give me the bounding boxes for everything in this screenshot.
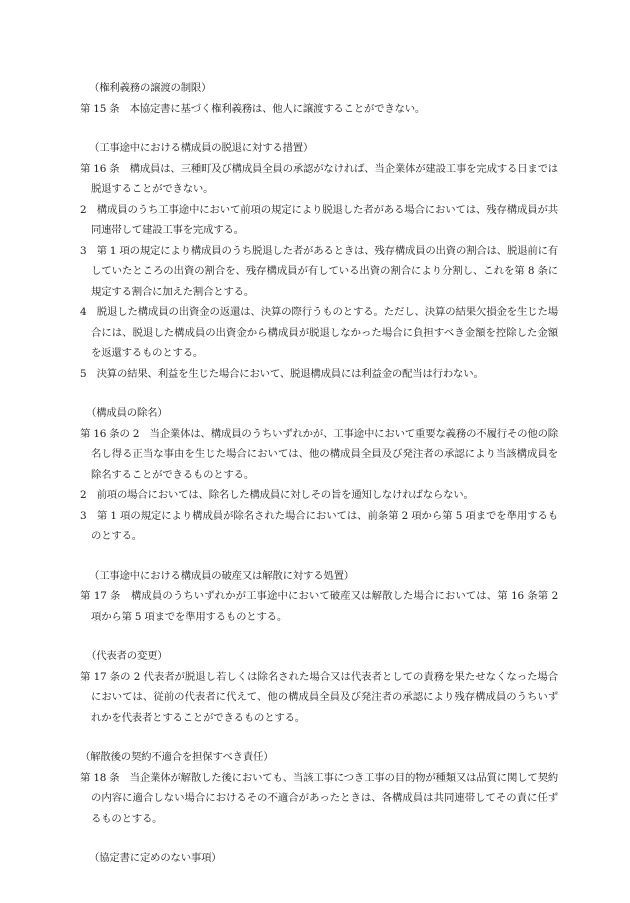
section-heading: （工事途中における構成員の破産又は解散に対する処置） bbox=[89, 569, 354, 582]
article-paragraph: 2 構成員のうち工事途中において前項の規定により脱退した者がある場合においては、残存構成員が共同連帯して建設工事を完成する。 bbox=[80, 203, 558, 236]
article-paragraph: 3 第 1 項の規定により構成員のうち脱退した者があるときは、残存構成員の出資の割合は、脱退前に有していたところの出資の割合を、残存構成員が有している出資の割合により分割し、これを第 8 条に規定する割合に加えた割合とする。 bbox=[80, 244, 558, 298]
article-paragraph: 第 15 条 本協定書に基づく権利義務は、他人に譲渡することができない。 bbox=[80, 102, 426, 115]
section-spacer bbox=[80, 547, 558, 566]
section-spacer bbox=[80, 829, 558, 848]
article-paragraph: 第 18 条 当企業体が解散した後においても、当該工事につき工事の目的物が種類又は品質に関して契約の内容に適合しない場合におけるその不適合があったときは、各構成員は共同連帯してその責に任ずるものとする。 bbox=[80, 771, 558, 825]
section-heading: （工事途中における構成員の脱退に対する措置） bbox=[89, 142, 314, 154]
article-paragraph: 第 17 条 構成員のうちいずれかが工事途中において破産又は解散した場合においては、第 16 条第 2 項から第 5 項までを準用するものとする。 bbox=[80, 590, 558, 623]
section-heading: （協定書に定めのない事項） bbox=[89, 852, 222, 864]
section-heading: （代表者の変更） bbox=[86, 650, 168, 662]
article-paragraph: 2 前項の場合においては、除名した構成員に対しその旨を通知しなければならない。 bbox=[80, 489, 474, 501]
article-paragraph: 第 16 条の 2 当企業体は、構成員のうちいずれかが、工事途中において重要な義務の不履行その他の除名し得る正当な事由を生じた場合においては、他の構成員全員及び発注者の承認により当該構成員を除名することができるものとする。 bbox=[80, 427, 558, 481]
section-heading: （構成員の除名） bbox=[86, 407, 168, 419]
section-spacer bbox=[80, 728, 558, 747]
article-paragraph: 第 17 条の 2 代表者が脱退し若しくは除名された場合又は代表者としての責務を果たせなくなった場合においては、従前の代表者に代えて、他の構成員全員及び発注者の承認により残存構成員のうちいずれかを代表者とすることができるものとする。 bbox=[80, 670, 558, 724]
article-paragraph: 第 16 条 構成員は、三種町及び構成員全員の承認がなければ、当企業体が建設工事を完成する日までは脱退することができない。 bbox=[80, 162, 558, 195]
section-heading: （解散後の契約不適合を担保すべき責任） bbox=[80, 751, 274, 763]
document-page bbox=[80, 78, 558, 869]
article-paragraph: 4 脱退した構成員の出資金の返還は、決算の際行うものとする。ただし、決算の結果欠損金を生じた場合には、脱退した構成員の出資金から構成員が脱退しなかった場合に負担すべき金額を控除した金額を返還するものとする。 bbox=[80, 306, 558, 359]
section-heading: （権利義務の譲渡の制限） bbox=[89, 82, 212, 94]
article-paragraph: 5 決算の結果、利益を生じた場合において、脱退構成員には利益金の配当は行わない。 bbox=[80, 367, 484, 380]
section-spacer bbox=[80, 384, 558, 403]
section-spacer bbox=[80, 119, 558, 138]
article-paragraph: 3 第 1 項の規定により構成員が除名された場合においては、前条第 2 項から第 5 項までを準用するものとする。 bbox=[80, 509, 558, 542]
section-spacer bbox=[80, 627, 558, 646]
